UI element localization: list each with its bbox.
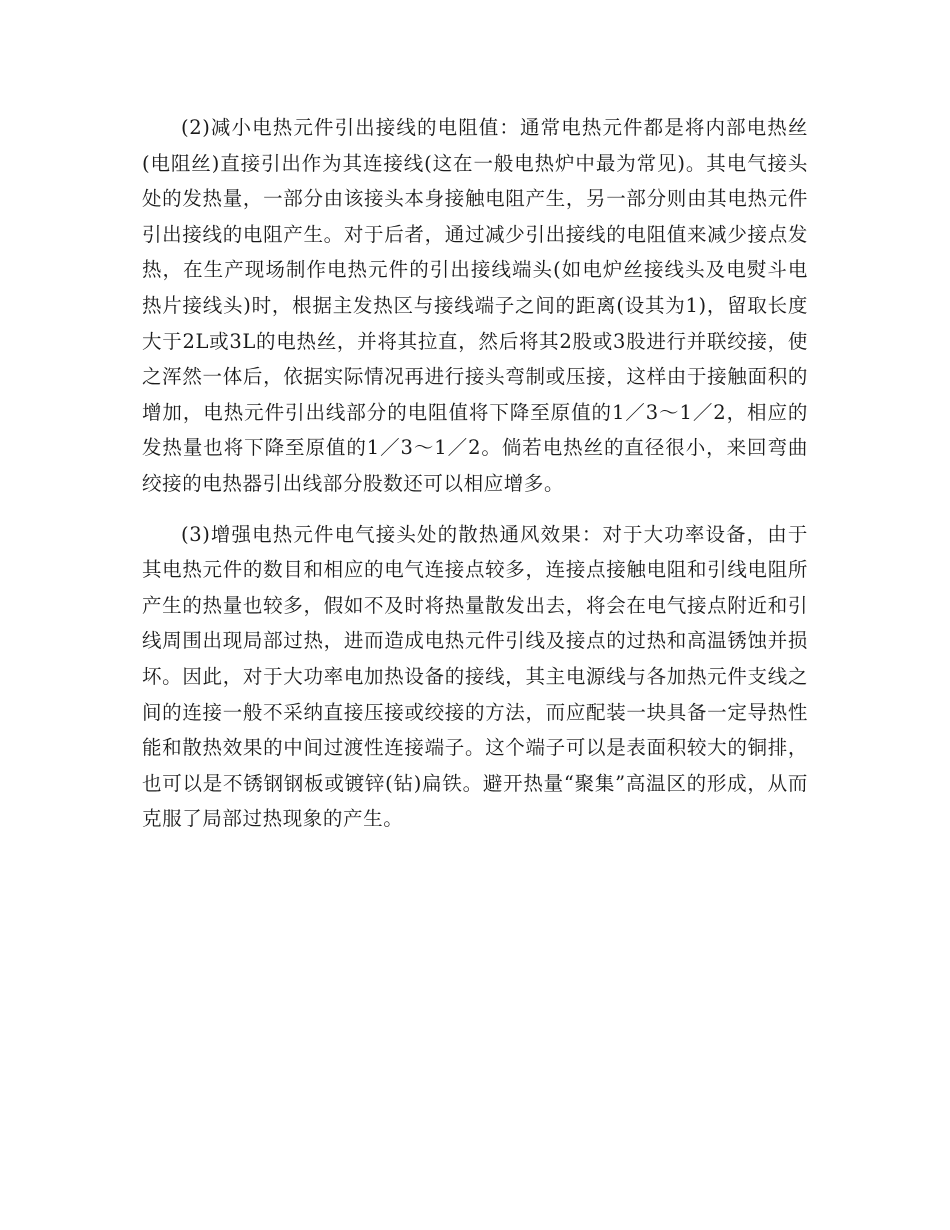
paragraph-enhance-heat-dissipation: (3)增强电热元件电气接头处的散热通风效果：对于大功率设备，由于其电热元件的数目和相应的电气连接点较多，连接点接触电阻和引线电阻所产生的热量也较多，假如不及时将热量散发出去，将会在电气接点附近和引线周围出现局部过热，进而造成电热元件引线及接点的过热和高温锈蚀并损坏。因此，对于大功率电加热设备的接线，其主电源线与各加热元件支线之间的连接一般不采纳直接压接或绞接的方法，而应配装一块具备一定导热性能和散热效果的中间过渡性连接端子。这个端子可以是表面积较大的铜排，也可以是不锈钢钢板或镀锌(钻)扁铁。避开热量“聚集”高温区的形成，从而克服了局部过热现象的产生。 [142, 522, 808, 831]
paragraph-reduce-lead-resistance: (2)减小电热元件引出接线的电阻值：通常电热元件都是将内部电热丝(电阻丝)直接引出作为其连接线(这在一般电热炉中最为常见)。其电气接头处的发热量，一部分由该接头本身接触电阻产生，另一部分则由其电热元件引出接线的电阻产生。对于后者，通过减少引出接线的电阻值来减少接点发热，在生产现场制作电热元件的引出接线端头(如电炉丝接线头及电熨斗电热片接线头)时，根据主发热区与接线端子之间的距离(设其为1)，留取长度大于2L或3L的电热丝，并将其拉直，然后将其2股或3股进行并联绞接，使之浑然一体后，依据实际情况再进行接头弯制或压接，这样由于接触面积的增加，电热元件引出线部分的电阻值将下降至原值的1／3～1／2，相应的发热量也将下降至原值的1／3～1／2。倘若电热丝的直径很小，来回弯曲绞接的电热器引出线部分股数还可以相应增多。 [142, 116, 808, 495]
document-body [142, 110, 808, 837]
